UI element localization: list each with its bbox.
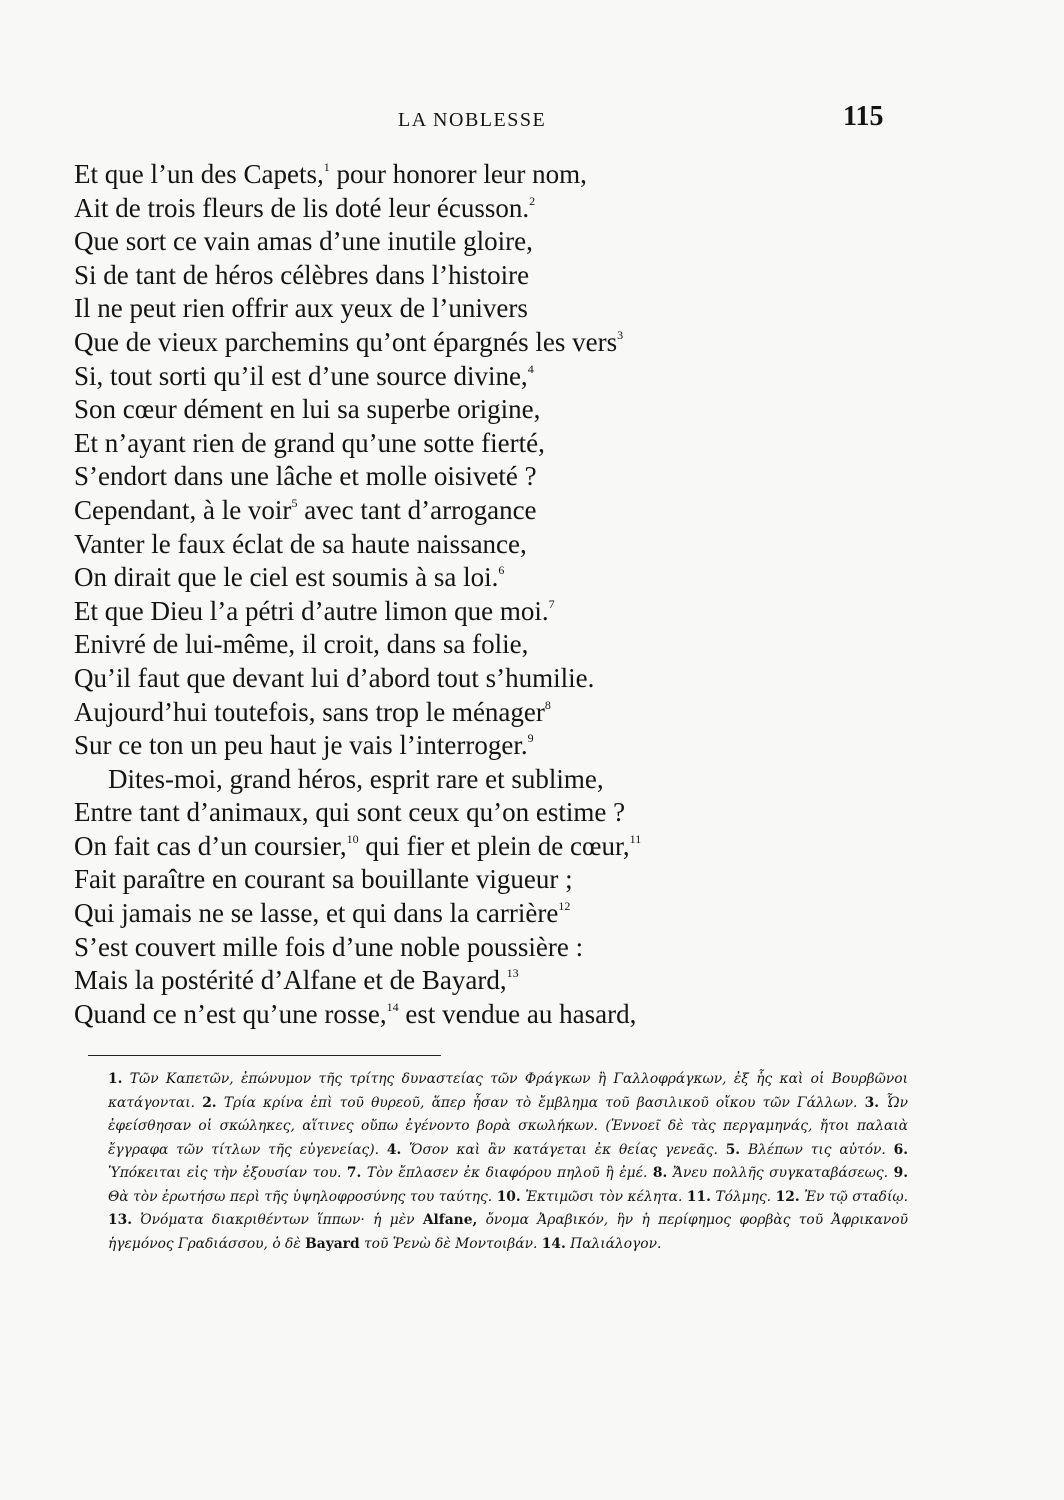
footnote: 6. Ὑπόκειται εἰς τὴν ἐξουσίαν του. (108, 1141, 909, 1181)
footnote: 3. Ὧν ἐφείσθησαν οἱ σκώληκες, αἵτινες οὔπω ἐγένοντο βορὰ σκωλήκων. (Ἐννοεῖ δὲ τὰς περγαμηνάς, ἤτοι παλαιὰ ἔγγραφα τῶν τίτλων τῆς εὐγενείας). (108, 1094, 909, 1158)
footnote-ref: 13 (506, 966, 519, 981)
footnote: 14. Παλιάλογον. (541, 1235, 662, 1252)
verse-line: Et n’ayant rien de grand qu’une sotte fierté, (74, 427, 545, 458)
verse-line: Vanter le faux éclat de sa haute naissance, (74, 528, 527, 559)
verse-line: Que sort ce vain amas d’une inutile gloire, (74, 226, 533, 257)
verse-line: Si, tout sorti qu’il est d’une source divine,$^4$ (74, 360, 534, 391)
verse-line: Dites-moi, grand héros, esprit rare et sublime, (108, 763, 604, 794)
verse-line: Et que l’un des Capets,$^1$ pour honorer leur nom, (74, 159, 587, 189)
verse-line: On fait cas d’un coursier,$^{10}$ qui fier et plein de cœur,$^{11}$ (74, 830, 642, 861)
verse-line: S’endort dans une lâche et molle oisiveté ? (74, 461, 537, 492)
footnote: 5. Βλέπων τις αὐτόν. (725, 1141, 886, 1158)
footnote-ref: 8 (544, 697, 551, 712)
page-number: 115 (843, 101, 884, 132)
footnote-ref: 1 (323, 160, 330, 174)
verse-line: Enivré de lui-même, il croit, dans sa folie, (74, 629, 529, 660)
footnote-ref: 4 (527, 361, 534, 376)
footnote: 13. Ὀνόματα διακριθέντων ἵππων· ἡ μὲν Alfane, ὄνομα Ἀραβικόν, ἣν ἡ περίφημος φορβὰς τοῦ Ἀφρικανοῦ ἡγεμόνος Γραδιάσσου, ὁ δὲ Bayard τοῦ Ῥενὼ δὲ Μοντοιβάν. (108, 1212, 909, 1252)
footnote-ref: 10 (346, 831, 359, 846)
verse-line: Aujourd’hui toutefois, sans trop le ménager$^8$ (74, 696, 551, 727)
footnotes (108, 1068, 908, 1256)
footnote-ref: 9 (527, 731, 534, 746)
footnote-ref: 11 (629, 831, 642, 846)
footnote-ref: 6 (498, 563, 505, 578)
verse-line: Qui jamais ne se lasse, et qui dans la carrière$^{12}$ (74, 898, 571, 929)
verse-line: Si de tant de héros célèbres dans l’histoire (74, 259, 530, 290)
verse-line: S’est couvert mille fois d’une noble poussière : (74, 931, 584, 962)
footnote-ref: 14 (386, 999, 399, 1014)
verse-line: Ait de trois fleurs de lis doté leur écusson.$^2$ (74, 192, 536, 223)
poem-text (74, 158, 974, 1031)
footnote-ref: 7 (548, 596, 555, 611)
verse-line: Entre tant d’animaux, qui sont ceux qu’on estime ? (74, 797, 626, 828)
verse-line: Cependant, à le voir$^5$ avec tant d’arrogance (74, 494, 537, 525)
verse-line: Sur ce ton un peu haut je vais l’interroger.$^9$ (74, 730, 534, 761)
footnote-ref: 5 (291, 495, 298, 510)
verse-line: Il ne peut rien offrir aux yeux de l’univers (74, 293, 528, 324)
footnote: 1. Τῶν Καπετῶν, ἐπώνυμον τῆς τρίτης δυναστείας τῶν Φράγκων ἢ Γαλλοφράγκων, ἐξ ἧς καὶ οἱ Βουρβῶνοι κατάγονται. (108, 1071, 908, 1111)
footnote: 10. Ἐκτιμῶσι τὸν κέλητα. (496, 1188, 683, 1205)
page-header (0, 101, 1064, 139)
footnote: 7. Τὸν ἔπλασεν ἐκ διαφόρου πηλοῦ ἢ ἐμέ. (346, 1165, 648, 1181)
verse-line: Mais la postérité d’Alfane et de Bayard,$^{13}$ (74, 965, 519, 996)
footnote: 11. Τόλμης. (686, 1188, 772, 1205)
footnote: 2. Τρία κρίνα ἐπὶ τοῦ θυρεοῦ, ἅπερ ἦσαν τὸ ἔμβλημα τοῦ βασιλικοῦ οἴκου τῶν Γάλλων. (202, 1094, 858, 1111)
footnote-ref: 12 (558, 899, 571, 914)
verse-line: On dirait que le ciel est soumis à sa loi.$^6$ (74, 562, 505, 593)
footnote: 12. Ἐν τῷ σταδίῳ. (775, 1188, 909, 1205)
running-title: LA NOBLESSE (398, 109, 547, 131)
footnote: 8. Ἄνευ πολλῆς συγκαταβάσεως. (652, 1165, 889, 1181)
verse-line: Fait paraître en courant sa bouillante vigueur ; (74, 864, 573, 895)
footnote: 4. Ὅσον καὶ ἂν κατάγεται ἐκ θείας γενεᾶς. (386, 1141, 718, 1158)
footnote: 9. Θὰ τὸν ἐρωτήσω περὶ τῆς ὑψηλοφροσύνης του ταύτης. (108, 1165, 908, 1205)
verse-line: Quand ce n’est qu’une rosse,$^{14}$ est vendue au hasard, (74, 998, 637, 1029)
verse-line: Que de vieux parchemins qu’ont épargnés les vers$^3$ (74, 326, 624, 357)
verse-line: Qu’il faut que devant lui d’abord tout s’humilie. (74, 662, 595, 693)
verse-line: Son cœur dément en lui sa superbe origine, (74, 394, 541, 425)
footnote-divider (88, 1055, 441, 1056)
footnote-ref: 2 (529, 193, 536, 208)
verse-line: Et que Dieu l’a pétri d’autre limon que moi.$^7$ (74, 595, 555, 626)
footnote-ref: 3 (617, 327, 624, 342)
